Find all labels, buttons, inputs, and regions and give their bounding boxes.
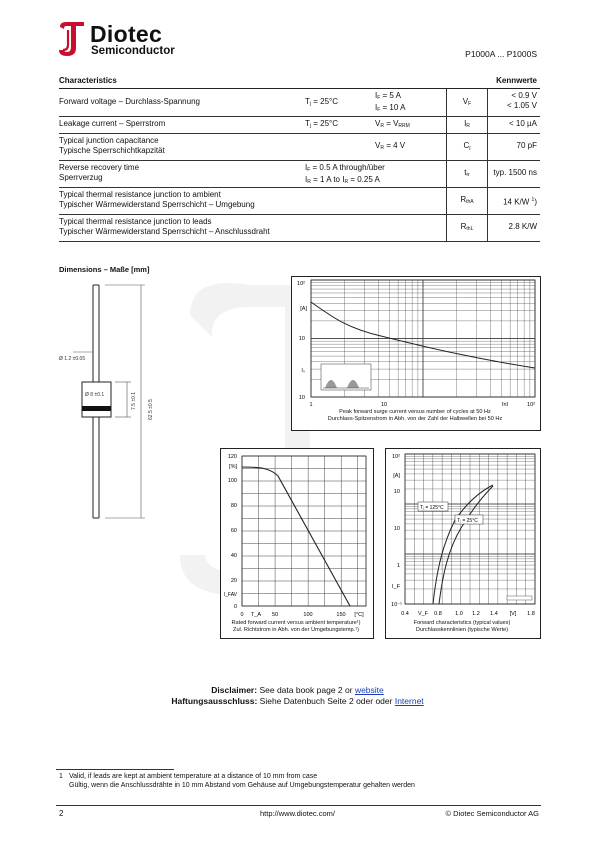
y-tick: 40 (230, 553, 237, 559)
x-tick: 0.4 (401, 611, 409, 617)
footnote-line-de: Gültig, wenn die Anschlussdrähte in 10 mm Abstand vom Gehäuse auf Umgebungstemperatur gehalten werden (69, 782, 415, 789)
x-tick: [V] (509, 611, 517, 617)
row-symbol: $R_{thA}$ (446, 188, 488, 214)
x-tick: [°C] (354, 612, 364, 618)
x-tick: 1.8 (527, 611, 535, 617)
table-row (59, 215, 540, 242)
footer-url[interactable]: http://www.diotec.com/ (259, 809, 336, 818)
total-length-label: 62.5 ±0.5 (148, 399, 154, 420)
row-value: < 10 µA (509, 119, 537, 128)
y-tick: 0 (233, 604, 237, 610)
website-link[interactable]: website (354, 685, 384, 695)
lead-diameter-label: Ø 1.2 ±0.05 (59, 356, 86, 362)
row-condition: $I_F = 0.5$ A through/über $I_R = 1$ A to $I_R = 0.25$ A (305, 163, 385, 185)
y-tick: 100 (227, 478, 237, 484)
brand-subtitle: Semiconductor (91, 45, 175, 57)
table-header (59, 74, 540, 89)
row-value: 14 K/W $^1$) (503, 197, 537, 207)
footer-divider (56, 805, 541, 806)
y-tick: [%] (229, 464, 237, 470)
surge-caption: Peak forward surge current versus number of cycles at 50 Hz Durchlass-Spitzenstrom in Abh. von der Zahl der Halbwellen bei 50 Hz (327, 409, 503, 422)
disclaimer (0, 685, 595, 707)
x-tick: 1.0 (455, 611, 463, 617)
label-125c: Tⱼ = 125°C (420, 505, 444, 511)
footnote-line-en: Valid, if leads are kept at ambient temperature at a distance of 10 mm from case (69, 773, 318, 780)
internet-link[interactable]: Internet (394, 696, 424, 706)
row-condition-2: $V_R = 4$ V (375, 141, 406, 151)
row-symbol: $C_j$ (446, 134, 488, 160)
body-length-label: 7.5 ±0.1 (131, 391, 137, 410)
label-25c: Tⱼ = 25°C (457, 518, 478, 524)
row-value: 2.8 K/W (508, 222, 537, 231)
row-symbol: $R_{thL}$ (446, 215, 488, 241)
brand-name: Diotec (90, 21, 163, 47)
y-tick: 10² (392, 454, 400, 460)
surge-chart (291, 276, 539, 406)
x-tick: 100 (303, 612, 313, 618)
row-symbol: $I_R$ (446, 117, 488, 133)
y-tick: 80 (230, 503, 237, 509)
y-tick: I_F (392, 584, 400, 590)
x-tick: 10² (527, 402, 535, 406)
row-condition-2: $V_R = V_{RRM}$ (375, 119, 410, 129)
row-condition: $T_j = 25^\circ C$ (305, 119, 339, 129)
footnote (59, 772, 415, 790)
table-row (59, 134, 540, 161)
y-tick: 10 (298, 336, 305, 342)
derating-caption: Rated forward current versus ambient temperature¹) Zul. Richtstrom in Abh. von der Umgebungstemp.¹) (231, 620, 361, 633)
derating-chart (220, 448, 372, 618)
forward-caption: Forward characteristics (typical values) Durchlasskennlinien (typische Werte) (413, 620, 511, 633)
y-tick: 10⁻¹ (391, 602, 402, 608)
x-tick: 0.8 (434, 611, 442, 617)
dimensions-title: Dimensions – Maße [mm] (59, 265, 150, 274)
row-value: typ. 1500 ns (493, 168, 537, 177)
x-tick: 1 (309, 402, 313, 406)
y-tick: 20 (230, 578, 237, 584)
y-tick: 60 (230, 528, 237, 534)
forward-chart (385, 448, 539, 618)
dimension-drawing (55, 280, 170, 520)
row-condition-2: $I_F = 5$ A $I_F = 10$ A (375, 91, 406, 113)
table-row (59, 89, 540, 117)
row-name: Typical junction capacitance Typische Sperrschichtkapzität (59, 136, 165, 155)
haftung-label: Haftungsausschluss: (171, 696, 258, 706)
y-tick: I_FAV (223, 592, 237, 598)
x-tick: [n] (501, 402, 509, 406)
y-tick: [A] (393, 473, 400, 479)
page-number: 2 (59, 809, 64, 818)
x-tick: V_F (417, 611, 429, 617)
table-row (59, 161, 540, 188)
derating-curve (242, 467, 350, 606)
x-tick: 10 (380, 402, 388, 406)
y-tick: 10 (393, 526, 400, 532)
haftung-text: Siehe Datenbuch Seite 2 oder oder (259, 696, 393, 706)
body-diameter-label: Ø 8 ±0.1 (85, 392, 105, 398)
row-symbol: $V_F$ (446, 89, 488, 116)
footnote-number: 1 (59, 773, 63, 780)
header-characteristics: Characteristics (59, 76, 117, 85)
header-kennwerte: Kennwerte (496, 76, 537, 85)
row-name: Typical thermal resistance junction to ambient Typischer Wärmewiderstand Sperrschicht – Umgebung (59, 190, 255, 209)
y-tick: [A] (300, 306, 307, 312)
diotec-logo-icon (56, 21, 86, 57)
y-tick: 10 (298, 395, 305, 401)
part-range: P1000A ... P1000S (465, 49, 537, 59)
characteristics-table (59, 74, 540, 242)
row-name: Leakage current – Sperrstrom (59, 119, 166, 128)
x-tick: T_A (250, 612, 262, 618)
x-tick: 1.2 (472, 611, 480, 617)
disclaimer-label: Disclaimer: (211, 685, 258, 695)
y-tick: Iₛ (301, 368, 305, 374)
row-name: Reverse recovery time Sperrverzug (59, 163, 140, 182)
row-value: < 0.9 V < 1.05 V (506, 91, 537, 110)
y-tick: 10 (393, 489, 400, 495)
table-row (59, 117, 540, 134)
row-value: 70 pF (516, 141, 537, 150)
y-tick: 120 (227, 454, 237, 460)
row-symbol: $t_{rr}$ (446, 161, 488, 187)
x-tick: 1.4 (490, 611, 498, 617)
row-condition: $T_j = 25^\circ C$ (305, 97, 339, 107)
y-tick: 10² (297, 281, 305, 287)
row-name: Forward voltage – Durchlass-Spannung (59, 97, 200, 106)
x-tick: 50 (271, 612, 279, 618)
x-tick: 0 (240, 612, 244, 618)
footnote-divider (56, 769, 174, 770)
row-name: Typical thermal resistance junction to leads Typischer Wärmewiderstand Sperrschicht – Anschlussdraht (59, 217, 270, 236)
y-tick: 1 (396, 563, 400, 569)
table-row (59, 188, 540, 215)
disclaimer-text: See data book page 2 or (259, 685, 353, 695)
footer-copyright: © Diotec Semiconductor AG (445, 809, 539, 818)
x-tick: 150 (336, 612, 346, 618)
